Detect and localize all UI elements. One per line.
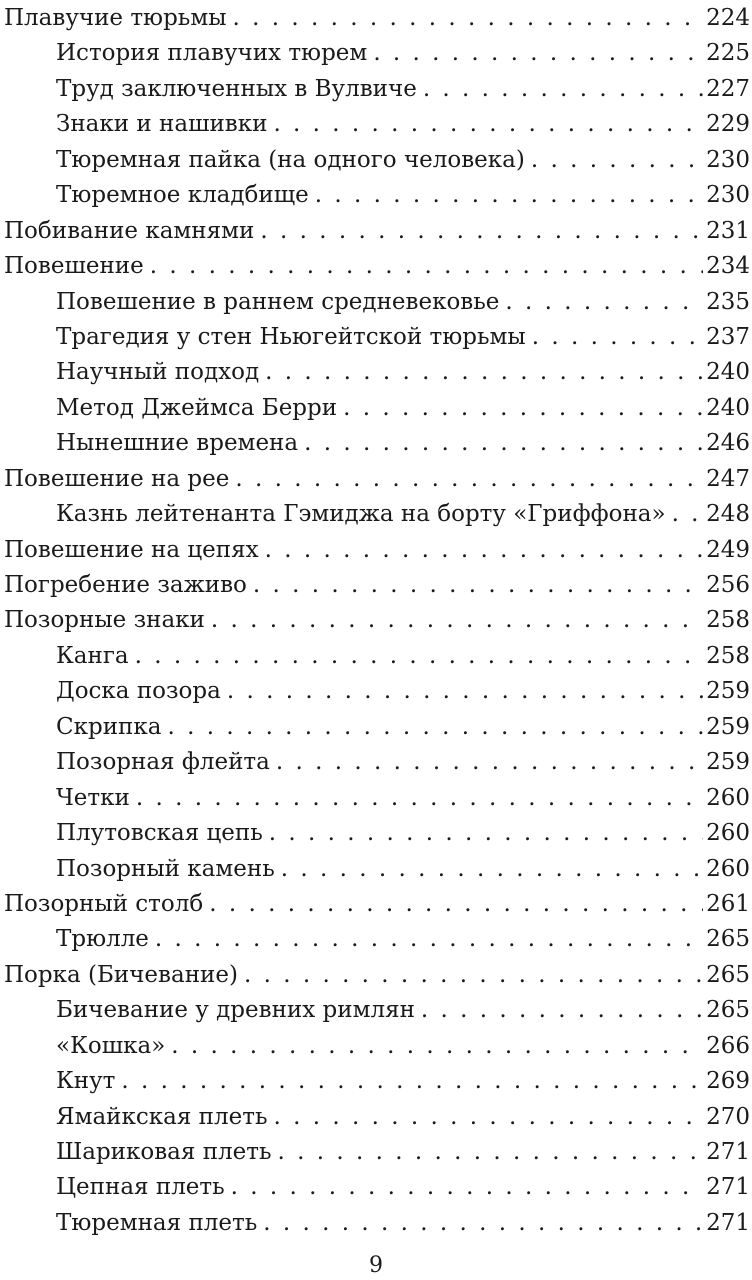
toc-entry-title: Побивание камнями <box>4 217 255 244</box>
toc-subentry <box>4 72 750 107</box>
toc-entry-page: 265 <box>706 961 750 988</box>
dot-leader <box>263 1206 703 1241</box>
table-of-contents <box>4 1 750 1241</box>
toc-entry-page: 246 <box>706 430 750 457</box>
toc-entry-title: Шариковая плеть <box>56 1139 272 1165</box>
toc-entry-page: 258 <box>706 607 750 634</box>
dot-leader <box>227 674 703 709</box>
toc-entry-page: 258 <box>706 642 750 669</box>
toc-subentry <box>4 674 750 709</box>
toc-entry-page: 240 <box>706 394 750 421</box>
toc-subentry <box>4 781 750 816</box>
toc-entry-page: 240 <box>706 359 750 386</box>
toc-subentry <box>4 36 750 71</box>
toc-entry-page: 266 <box>706 1032 750 1059</box>
toc-subentry <box>4 1135 750 1170</box>
toc-subentry <box>4 1064 750 1099</box>
dot-leader <box>273 107 703 142</box>
dot-leader <box>265 355 703 390</box>
page-number: 9 <box>369 1253 383 1278</box>
toc-entry <box>4 533 750 568</box>
toc-subentry <box>4 355 750 390</box>
toc-entry-page: 269 <box>706 1068 750 1095</box>
dot-leader <box>315 178 703 213</box>
toc-subentry <box>4 1100 750 1135</box>
toc-entry-title: Четки <box>56 784 130 811</box>
dot-leader <box>304 426 703 461</box>
toc-entry-page: 249 <box>706 536 750 563</box>
dot-leader <box>167 710 703 745</box>
toc-entry-title: Кнут <box>56 1068 116 1095</box>
dot-leader <box>171 1029 703 1064</box>
toc-entry-page: 260 <box>706 855 750 882</box>
toc-entry-title: Повешение в раннем средневековье <box>56 288 500 315</box>
toc-entry <box>4 462 750 497</box>
toc-entry-title: Плавучие тюрьмы <box>4 5 227 31</box>
toc-entry-title: Цепная плеть <box>56 1174 225 1201</box>
toc-entry-title: Позорная флейта <box>56 749 270 776</box>
toc-subentry <box>4 391 750 426</box>
toc-subentry <box>4 993 750 1028</box>
toc-subentry <box>4 1206 750 1241</box>
toc-entry-page: 271 <box>706 1174 750 1201</box>
toc-entry-page: 234 <box>706 253 750 280</box>
dot-leader <box>260 214 703 249</box>
toc-entry-title: Бичевание у древних римлян <box>56 997 415 1024</box>
toc-entry-page: 265 <box>706 997 750 1024</box>
toc-entry-title: История плавучих тюрем <box>56 40 368 67</box>
toc-entry-page: 224 <box>706 5 750 31</box>
toc-entry <box>4 958 750 993</box>
toc-entry-page: 229 <box>706 111 750 138</box>
toc-entry-page: 260 <box>706 784 750 811</box>
toc-entry-page: 259 <box>706 713 750 740</box>
dot-leader <box>343 391 703 426</box>
dot-leader <box>244 958 703 993</box>
toc-subentry <box>4 852 750 887</box>
toc-entry-page: 270 <box>706 1103 750 1130</box>
toc-entry-page: 271 <box>706 1209 750 1236</box>
toc-entry-title: Плутовская цепь <box>56 820 263 847</box>
toc-entry-title: Порка (Бичевание) <box>4 961 238 988</box>
toc-entry-title: Трюлле <box>56 926 149 953</box>
dot-leader <box>211 603 703 638</box>
toc-subentry <box>4 1170 750 1205</box>
toc-entry-title: Тюремная пайка (на одного человека) <box>56 146 525 173</box>
toc-entry-title: Тюремное кладбище <box>56 182 309 209</box>
toc-entry <box>4 568 750 603</box>
toc-entry-title: Канга <box>56 642 129 669</box>
dot-leader <box>136 781 703 816</box>
toc-subentry <box>4 816 750 851</box>
toc-entry-title: Повешение <box>4 253 144 280</box>
dot-leader <box>253 568 703 603</box>
toc-entry-page: 237 <box>706 323 750 350</box>
toc-entry-title: Ямайкская плеть <box>56 1103 268 1130</box>
toc-entry-page: 259 <box>706 678 750 705</box>
toc-entry-title: Позорный камень <box>56 855 275 882</box>
dot-leader <box>672 497 704 532</box>
dot-leader <box>278 1135 704 1170</box>
toc-entry-title: Позорные знаки <box>4 607 205 634</box>
toc-subentry <box>4 285 750 320</box>
dot-leader <box>235 462 703 497</box>
toc-entry-title: Скрипка <box>56 713 162 740</box>
toc-entry-page: 235 <box>706 288 750 315</box>
toc-entry-title: Метод Джеймса Берри <box>56 394 338 421</box>
toc-entry-page: 259 <box>706 749 750 776</box>
toc-entry-title: Доска позора <box>56 678 221 705</box>
dot-leader <box>532 320 703 355</box>
toc-entry-page: 247 <box>706 465 750 492</box>
toc-entry-page: 256 <box>706 572 750 598</box>
toc-entry-page: 227 <box>706 75 750 102</box>
toc-entry-title: Погребение заживо <box>4 572 247 598</box>
dot-leader <box>421 993 703 1028</box>
toc-entry <box>4 603 750 638</box>
dot-leader <box>269 816 703 851</box>
toc-entry-title: Знаки и нашивки <box>56 111 268 138</box>
dot-leader <box>121 1064 703 1099</box>
dot-leader <box>281 852 703 887</box>
dot-leader <box>209 887 703 922</box>
toc-subentry <box>4 426 750 461</box>
toc-entry-page: 261 <box>706 890 750 917</box>
toc-subentry <box>4 107 750 142</box>
dot-leader <box>150 249 703 284</box>
toc-entry-page: 271 <box>706 1139 750 1165</box>
toc-entry <box>4 214 750 249</box>
toc-entry-title: Повешение на цепях <box>4 536 259 563</box>
toc-entry-title: Труд заключенных в Вулвиче <box>56 75 417 102</box>
dot-leader <box>265 533 703 568</box>
dot-leader <box>155 922 703 957</box>
toc-entry-page: 248 <box>706 501 750 528</box>
toc-subentry <box>4 178 750 213</box>
toc-entry-page: 231 <box>706 217 750 244</box>
toc-subentry <box>4 710 750 745</box>
toc-entry <box>4 887 750 922</box>
toc-entry <box>4 249 750 284</box>
toc-subentry <box>4 320 750 355</box>
toc-subentry <box>4 143 750 178</box>
toc-entry-page: 260 <box>706 820 750 847</box>
toc-entry-title: Повешение на рее <box>4 465 230 492</box>
dot-leader <box>135 639 703 674</box>
toc-entry-page: 265 <box>706 926 750 953</box>
dot-leader <box>231 1170 703 1205</box>
toc-entry-title: Нынешние времена <box>56 430 299 457</box>
toc-entry-title: Научный подход <box>56 359 260 386</box>
toc-entry-page: 230 <box>706 182 750 209</box>
dot-leader <box>505 285 703 320</box>
toc-entry-title: Позорный столб <box>4 890 204 917</box>
dot-leader <box>423 72 703 107</box>
toc-entry-page: 225 <box>706 40 750 67</box>
toc-subentry <box>4 1029 750 1064</box>
toc-entry-title: Трагедия у стен Ньюгейтской тюрьмы <box>56 323 526 350</box>
toc-subentry <box>4 745 750 780</box>
toc-subentry <box>4 639 750 674</box>
dot-leader <box>233 1 704 36</box>
toc-entry-title: Тюремная плеть <box>56 1209 258 1236</box>
toc-entry-page: 230 <box>706 146 750 173</box>
dot-leader <box>273 1100 703 1135</box>
toc-subentry <box>4 497 750 532</box>
toc-entry-title: Казнь лейтенанта Гэмиджа на борту «Гриффона» <box>56 501 666 528</box>
dot-leader <box>373 36 703 71</box>
toc-entry-title: «Кошка» <box>56 1032 166 1059</box>
toc-subentry <box>4 922 750 957</box>
toc-entry <box>4 1 750 36</box>
dot-leader <box>276 745 703 780</box>
dot-leader <box>531 143 703 178</box>
